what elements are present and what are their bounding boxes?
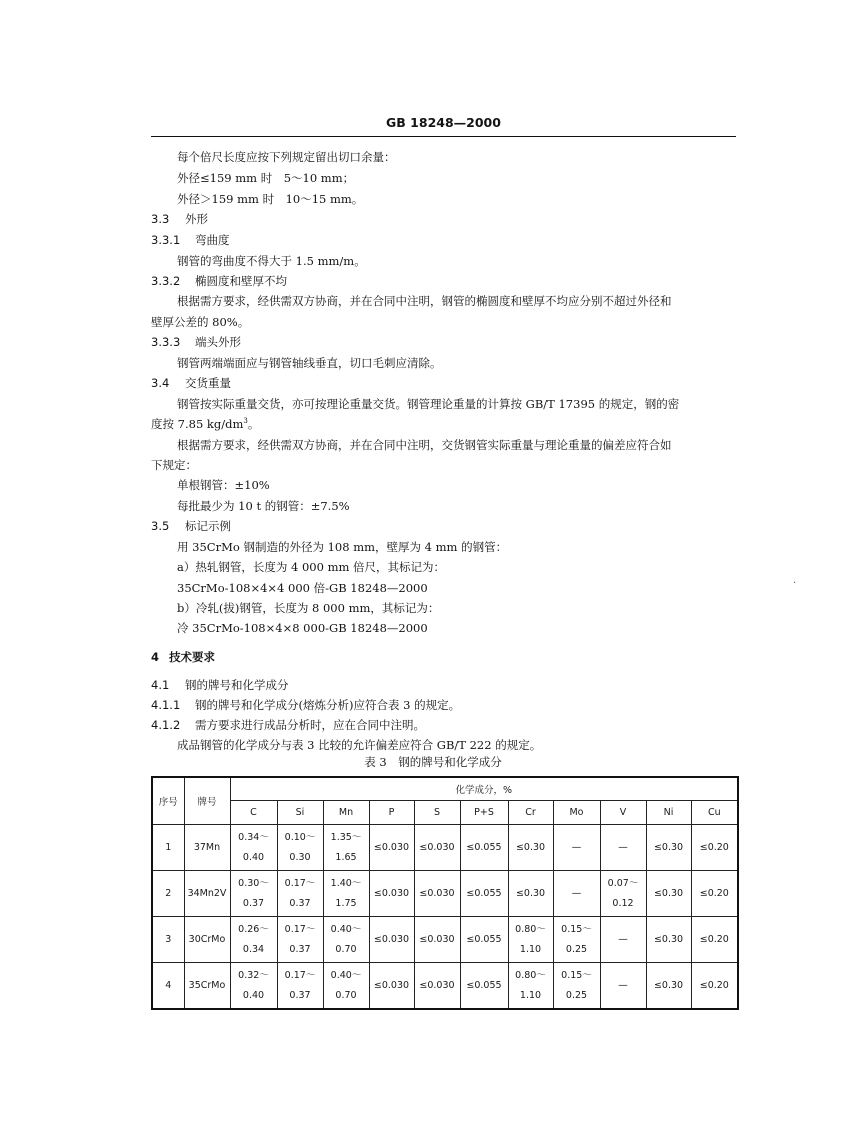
table-header-row xyxy=(152,777,738,801)
table-row xyxy=(152,917,738,963)
section-3-3-1 xyxy=(151,232,230,248)
cell-mo: 0.15～ 0.25 xyxy=(553,963,600,1010)
para-weight-2 xyxy=(151,416,259,432)
table-row xyxy=(152,871,738,917)
section-number: 3.3 xyxy=(151,212,170,226)
marking-hot-example: 35CrMo-108×4×4 000 倍-GB 18248—2000 xyxy=(177,581,428,595)
cell-s: ≤0.030 xyxy=(414,917,460,963)
header-element: Cu xyxy=(691,801,738,825)
header-element: P+S xyxy=(460,801,508,825)
header-element: Ni xyxy=(646,801,691,825)
cell-p: ≤0.030 xyxy=(369,917,414,963)
table-row xyxy=(152,825,738,871)
cell-grade: 35CrMo xyxy=(184,963,230,1010)
section-4-1-2 xyxy=(151,717,425,733)
section-number: 3.3.2 xyxy=(151,274,181,288)
cell-ni: ≤0.30 xyxy=(646,917,691,963)
cell-p: ≤0.030 xyxy=(369,871,414,917)
cell-cr: ≤0.30 xyxy=(508,871,553,917)
section-number: 3.3.3 xyxy=(151,335,181,349)
cell-mn: 0.40～ 0.70 xyxy=(323,963,369,1010)
section-title: 标记示例 xyxy=(185,519,231,533)
cell-ps: ≤0.055 xyxy=(460,963,508,1010)
line-cut-allowance: 每个倍尺长度应按下列规定留出切口余量： xyxy=(177,150,396,164)
section-number: 4.1 xyxy=(151,678,170,692)
cell-cr: ≤0.30 xyxy=(508,825,553,871)
density-text: 度按 7.85 kg/dm xyxy=(151,417,244,431)
tolerance-batch: 每批最少为 10 t 的钢管：±7.5% xyxy=(177,499,350,513)
page-header: GB 18248—2000 xyxy=(151,112,736,137)
section-4 xyxy=(151,649,215,665)
section-number: 4.1.2 xyxy=(151,718,181,732)
cell-p: ≤0.030 xyxy=(369,825,414,871)
section-3-5 xyxy=(151,518,231,534)
cell-v: — xyxy=(600,917,646,963)
composition-table xyxy=(151,776,739,1010)
para-weight-3: 根据需方要求，经供需双方协商，并在合同中注明，交货钢管实际重量与理论重量的偏差应符合如 xyxy=(177,438,672,452)
line-od-small: 外径≤159 mm 时 5～10 mm； xyxy=(177,171,355,185)
cell-cu: ≤0.20 xyxy=(691,825,738,871)
cell-cr: 0.80～ 1.10 xyxy=(508,963,553,1010)
cell-si: 0.10～ 0.30 xyxy=(277,825,323,871)
table-caption: 表 3 钢的牌号和化学成分 xyxy=(364,755,502,769)
line-od-large: 外径＞159 mm 时 10～15 mm。 xyxy=(177,192,364,206)
header-element: P xyxy=(369,801,414,825)
cell-mo: 0.15～ 0.25 xyxy=(553,917,600,963)
marking-cold-example: 冷 35CrMo-108×4×8 000-GB 18248—2000 xyxy=(177,621,428,635)
cell-c: 0.26～ 0.34 xyxy=(230,917,277,963)
cell-c: 0.32～ 0.40 xyxy=(230,963,277,1010)
cell-ps: ≤0.055 xyxy=(460,825,508,871)
section-3-3 xyxy=(151,211,208,227)
header-element: S xyxy=(414,801,460,825)
section-3-4 xyxy=(151,375,231,391)
section-4-1-1 xyxy=(151,697,460,713)
cell-c: 0.30～ 0.37 xyxy=(230,871,277,917)
para-ovality-1: 根据需方要求，经供需双方协商，并在合同中注明，钢管的椭圆度和壁厚不均应分别不超过外径和 xyxy=(177,294,672,308)
cell-cr: 0.80～ 1.10 xyxy=(508,917,553,963)
section-title: 钢的牌号和化学成分 xyxy=(185,678,289,692)
section-3-3-3 xyxy=(151,334,241,350)
header-seq: 序号 xyxy=(152,777,184,825)
section-title: 椭圆度和壁厚不均 xyxy=(195,274,287,288)
marking-cold-drawn: b）冷轧(拔)钢管，长度为 8 000 mm，其标记为： xyxy=(177,601,440,615)
cell-ps: ≤0.055 xyxy=(460,871,508,917)
cell-grade: 37Mn xyxy=(184,825,230,871)
cell-grade: 34Mn2V xyxy=(184,871,230,917)
header-element: C xyxy=(230,801,277,825)
cell-v: — xyxy=(600,825,646,871)
density-end: 。 xyxy=(247,417,260,431)
para-weight-4: 下规定： xyxy=(151,458,197,472)
cell-grade: 30CrMo xyxy=(184,917,230,963)
cell-v: — xyxy=(600,963,646,1010)
cell-si: 0.17～ 0.37 xyxy=(277,871,323,917)
cell-mn: 1.40～ 1.75 xyxy=(323,871,369,917)
para-end-shape: 钢管两端端面应与钢管轴线垂直，切口毛刺应清除。 xyxy=(177,356,442,370)
section-number: 4 xyxy=(151,650,160,664)
cell-mn: 1.35～ 1.65 xyxy=(323,825,369,871)
header-element: Si xyxy=(277,801,323,825)
table-element-row xyxy=(152,801,738,825)
cell-seq: 3 xyxy=(152,917,184,963)
header-element: Mn xyxy=(323,801,369,825)
section-3-3-2 xyxy=(151,273,287,289)
cell-v: 0.07～ 0.12 xyxy=(600,871,646,917)
header-composition: 化学成分，% xyxy=(230,777,738,801)
para-ovality-2: 壁厚公差的 80%。 xyxy=(151,315,250,329)
cell-cu: ≤0.20 xyxy=(691,871,738,917)
cell-mo: — xyxy=(553,825,600,871)
section-number: 3.5 xyxy=(151,519,170,533)
header-element: V xyxy=(600,801,646,825)
table-row xyxy=(152,963,738,1010)
section-number: 3.4 xyxy=(151,376,170,390)
cell-ni: ≤0.30 xyxy=(646,871,691,917)
section-number: 4.1.1 xyxy=(151,698,181,712)
section-title: 技术要求 xyxy=(169,650,215,664)
cell-seq: 2 xyxy=(152,871,184,917)
cell-ni: ≤0.30 xyxy=(646,825,691,871)
cell-mn: 0.40～ 0.70 xyxy=(323,917,369,963)
para-product-analysis: 成品钢管的化学成分与表 3 比较的允许偏差应符合 GB/T 222 的规定。 xyxy=(177,738,542,752)
para-weight-1: 钢管按实际重量交货，亦可按理论重量交货。钢管理论重量的计算按 GB/T 17395 的规定，钢的密 xyxy=(177,397,680,411)
section-title: 交货重量 xyxy=(185,376,231,390)
marking-hot-rolled: a）热轧钢管，长度为 4 000 mm 倍尺，其标记为： xyxy=(177,560,446,574)
marking-intro: 用 35CrMo 钢制造的外径为 108 mm，壁厚为 4 mm 的钢管： xyxy=(177,540,508,554)
section-title: 端头外形 xyxy=(195,335,241,349)
header-element: Mo xyxy=(553,801,600,825)
cell-c: 0.34～ 0.40 xyxy=(230,825,277,871)
cell-cu: ≤0.20 xyxy=(691,963,738,1010)
density-exponent: 3 xyxy=(243,417,248,426)
cell-s: ≤0.030 xyxy=(414,825,460,871)
cell-cu: ≤0.20 xyxy=(691,917,738,963)
header-element: Cr xyxy=(508,801,553,825)
cell-si: 0.17～ 0.37 xyxy=(277,963,323,1010)
cell-seq: 4 xyxy=(152,963,184,1010)
header-grade: 牌号 xyxy=(184,777,230,825)
cell-si: 0.17～ 0.37 xyxy=(277,917,323,963)
cell-ps: ≤0.055 xyxy=(460,917,508,963)
section-title: 外形 xyxy=(185,212,208,226)
section-text: 钢的牌号和化学成分(熔炼分析)应符合表 3 的规定。 xyxy=(195,698,461,712)
cell-mo: — xyxy=(553,871,600,917)
cell-s: ≤0.030 xyxy=(414,871,460,917)
section-number: 3.3.1 xyxy=(151,233,181,247)
tolerance-single: 单根钢管：±10% xyxy=(177,478,270,492)
section-4-1 xyxy=(151,677,289,693)
cell-p: ≤0.030 xyxy=(369,963,414,1010)
stray-dot: · xyxy=(793,578,797,589)
cell-seq: 1 xyxy=(152,825,184,871)
section-text: 需方要求进行成品分析时，应在合同中注明。 xyxy=(195,718,425,732)
para-bending: 钢管的弯曲度不得大于 1.5 mm/m。 xyxy=(177,254,366,268)
cell-s: ≤0.030 xyxy=(414,963,460,1010)
section-title: 弯曲度 xyxy=(195,233,230,247)
cell-ni: ≤0.30 xyxy=(646,963,691,1010)
